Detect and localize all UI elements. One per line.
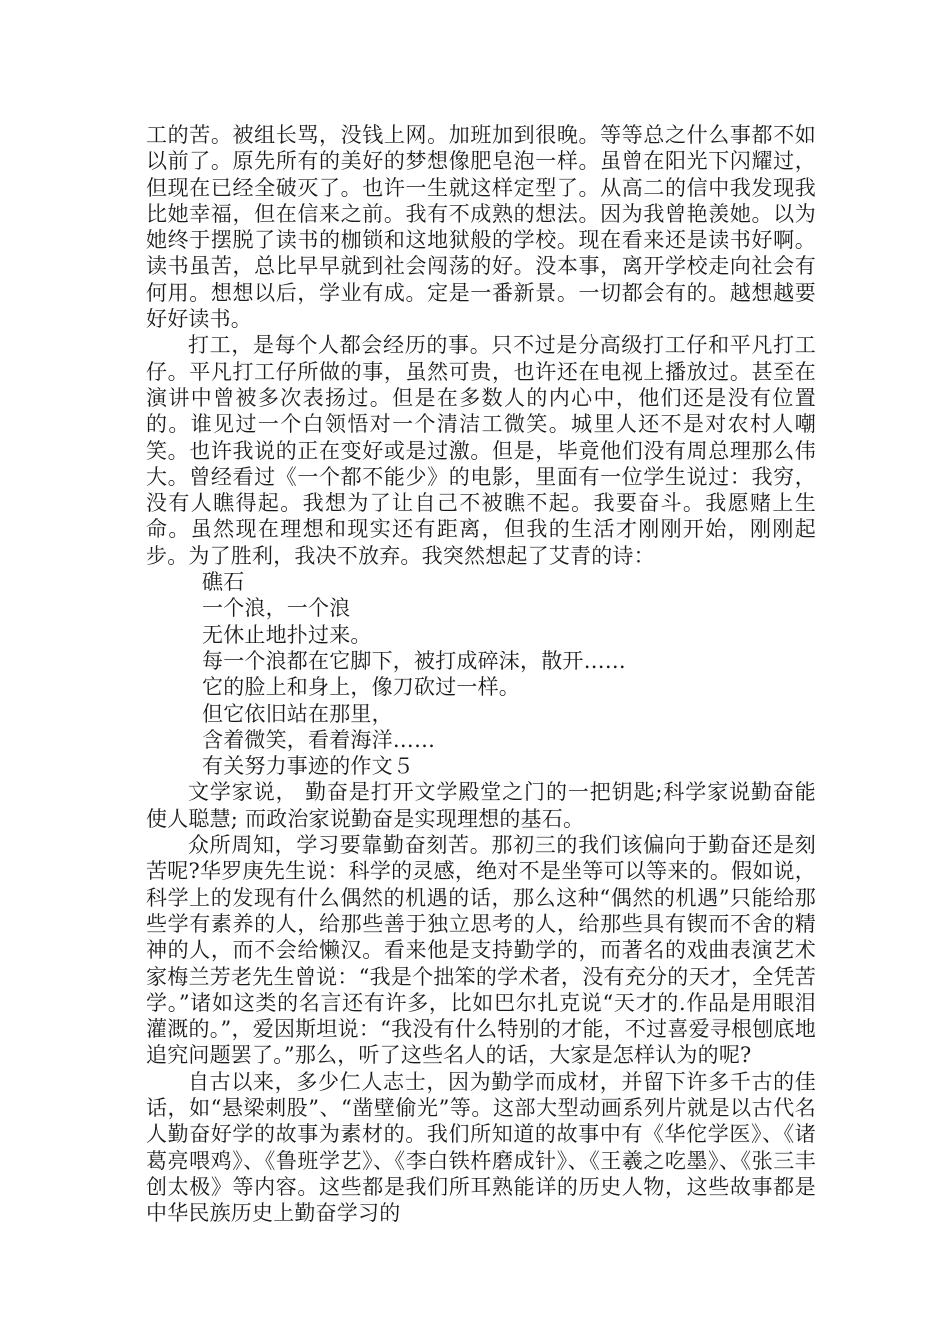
poem-line-2: 无休止地扑过来。	[202, 622, 372, 647]
poem-line-3: 每一个浪都在它脚下，被打成碎沫，散开……	[202, 648, 626, 673]
paragraph-1: 工的苦。被组长骂，没钱上网。加班加到很晚。等等总之什么事都不如以前了。原先所有的美好的梦想像肥皂泡一样。虽曾在阳光下闪耀过，但现在已经全破灭了。也许一生就这样定型了。从高二的信中我发现我比她幸福，但在信来之前。我有不成熟的想法。因为我曾艳羡她。以为她终于摆脱了读书的枷锁和这地狱般的学校。现在看来还是读书好啊。读书虽苦，总比早早就到社会闯荡的好。没本事，离开学校走向社会有何用。想想以后，学业有成。定是一番新景。一切都会有的。越想越要好好读书。	[146, 123, 816, 332]
poem-title: 礁石	[202, 570, 245, 595]
poem-line-4: 它的脸上和身上，像刀砍过一样。	[202, 675, 520, 700]
document-body	[146, 122, 816, 1226]
paragraph-2: 打工，是每个人都会经历的事。只不过是分高级打工仔和平凡打工仔。平凡打工仔所做的事，虽然可贵，也许还在电视上播放过。甚至在演讲中曾被多次表扬过。但是在多数人的内心中，他们还是没有位置的。谁见过一个白领悟对一个清洁工微笑。城里人还不是对农村人嘲笑。也许我说的正在变好或是过激。但是，毕竟他们没有周总理那么伟大。曾经看过《一个都不能少》的电影，里面有一位学生说过：我穷，没有人瞧得起。我想为了让自己不被瞧不起。我要奋斗。我愿赌上生命。虽然现在理想和现实还有距离，但我的生活才刚刚开始，刚刚起步。为了胜利，我决不放弃。我突然想起了艾青的诗：	[146, 333, 816, 568]
poem-line-1: 一个浪，一个浪	[202, 596, 351, 621]
paragraph-5: 自古以来，多少仁人志士，因为勤学而成材，并留下许多千古的佳话，如“悬梁刺股”、“凿壁偷光”等。这部大型动画系列片就是以古代名人勤奋好学的故事为素材的。我们所知道的故事中有《华佗学医》、《诸葛亮喂鸡》、《鲁班学艺》、《李白铁杵磨成针》、《王羲之吃墨》、《张三丰创太极》等内容。这些都是我们所耳熟能详的历史人物，这些故事都是中华民族历史上勤奋学习的	[146, 1069, 816, 1226]
section-heading: 有关努力事迹的作文５	[202, 754, 414, 779]
paragraph-3: 文学家说， 勤奋是打开文学殿堂之门的一把钥匙;科学家说勤奋能使人聪慧; 而政治家说勤奋是实现理想的基石。	[146, 780, 816, 831]
paragraph-4: 众所周知，学习要靠勤奋刻苦。那初三的我们该偏向于勤奋还是刻苦呢?华罗庚先生说：科学的灵感，绝对不是坐等可以等来的。假如说，科学上的发现有什么偶然的机遇的话，那么这种“偶然的机遇”只能给那些学有素养的人，给那些善于独立思考的人，给那些具有锲而不舍的精神的人，而不会给懒汉。看来他是支持勤学的，而著名的戏曲表演艺术家梅兰芳老先生曾说：“我是个拙笨的学术者，没有充分的天才，全凭苦学。”诸如这类的名言还有许多，比如巴尔扎克说“天才的.作品是用眼泪灌溉的。”，爱因斯坦说：“我没有什么特别的才能，不过喜爱寻根刨底地追究问题罢了。”那么，听了这些名人的话，大家是怎样认为的呢?	[146, 833, 816, 1068]
poem-line-5: 但它依旧站在那里，	[202, 701, 393, 726]
poem-line-6: 含着微笑，看着海洋……	[202, 727, 436, 752]
